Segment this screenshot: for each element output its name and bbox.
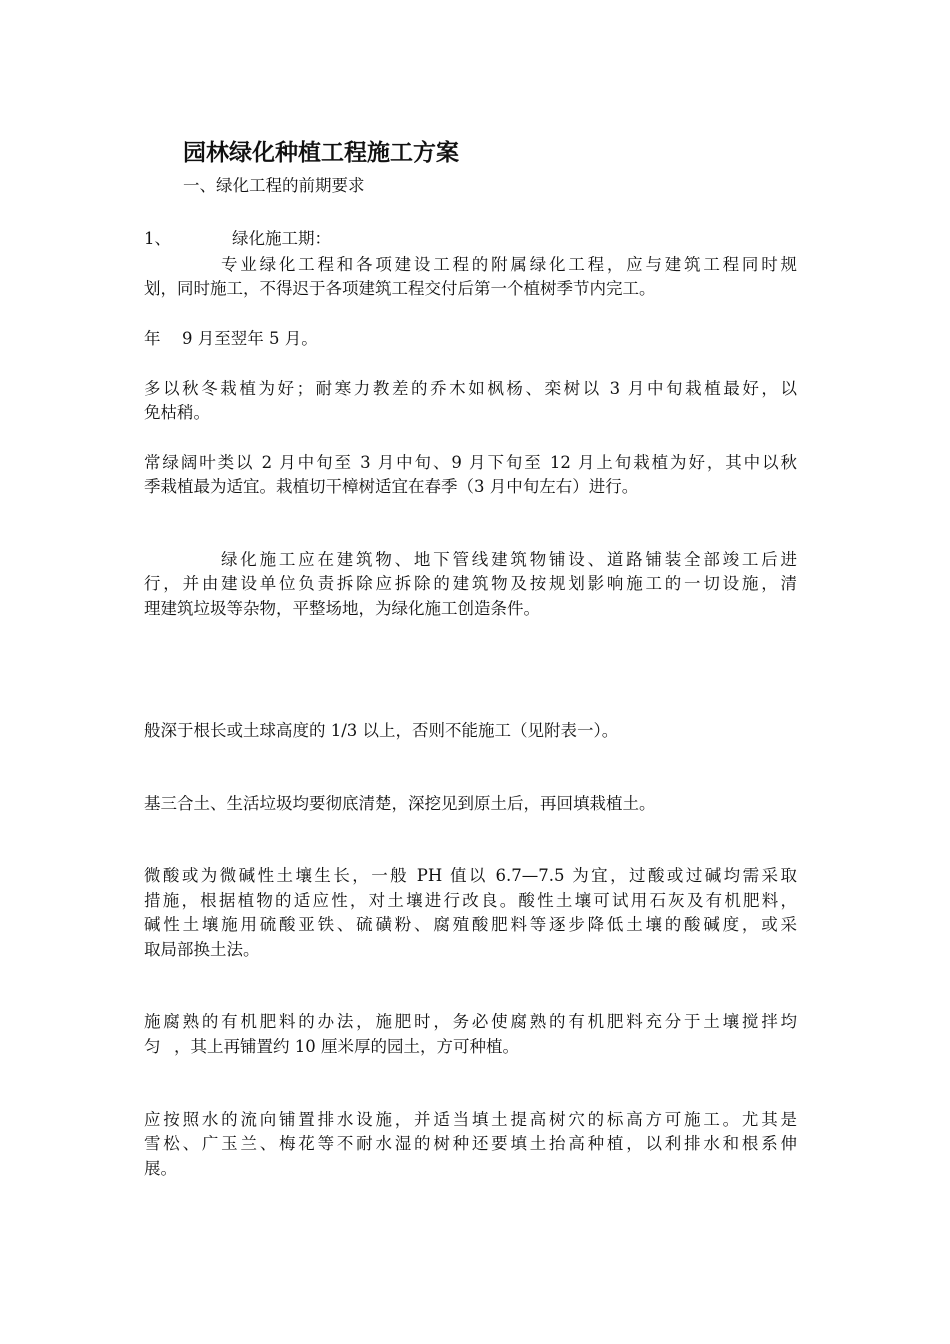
paragraph-line: 专业绿化工程和各项建设工程的附属绿化工程，应与建筑工程同时规: [221, 255, 797, 274]
paragraph-line: 划，同时施工，不得迟于各项建筑工程交付后第一个植树季节内完工。: [144, 279, 656, 298]
list-text: 基三合土、生活垃圾均要彻底清楚，深挖见到原土后，再回填栽植土。: [144, 794, 656, 813]
list-text: 9 月至翌年 5 月。: [182, 329, 318, 348]
page-title: 园林绿化种植工程施工方案: [183, 140, 459, 166]
list-item-4-line3: [144, 1035, 804, 1059]
list-text-head: 年: [144, 329, 161, 348]
list-text: 展。: [144, 1159, 177, 1178]
list-text: 施腐熟的有机肥料的办法，施肥时，务必使腐熟的有机肥料充分于土壤搅拌均: [144, 1012, 797, 1031]
list-text: 雪松、广玉兰、梅花等不耐水湿的树种还要填土抬高种植，以利排水和根系伸: [144, 1134, 797, 1153]
list-item-a-line2: [144, 327, 804, 351]
list-text-head: 匀: [144, 1037, 161, 1056]
item-marker: 1、: [144, 229, 171, 248]
list-text: 多以秋冬栽植为好；耐寒力教差的乔木如枫杨、栾树以 3 月中旬栽植最好，以: [144, 379, 797, 398]
list-text: 取局部换土法。: [144, 940, 260, 959]
list-text: 般深于根长或土球高度的 1/3 以上，否则不能施工（见附表一）。: [144, 721, 619, 740]
section-heading: 一、绿化工程的前期要求: [183, 176, 365, 195]
list-text: 免枯稍。: [144, 403, 210, 422]
list-text: 碱性土壤施用硫酸亚铁、硫磺粉、腐殖酸肥料等逐步降低土壤的酸碱度，或采: [144, 915, 797, 934]
list-text: 微酸或为微碱性土壤生长，一般 PH 值以 6.7—7.5 为宜，过酸或过碱均需采取: [144, 866, 797, 885]
paragraph-line: 理建筑垃圾等杂物，平整场地，为绿化施工创造条件。: [144, 599, 540, 618]
paragraph-line: 行，并由建设单位负责拆除应拆除的建筑物及按规划影响施工的一切设施，清: [144, 574, 797, 593]
list-text: 措施，根据植物的适应性，对土壤进行改良。酸性土壤可试用石灰及有机肥料，: [144, 891, 797, 910]
item-1-heading: [144, 227, 804, 251]
list-text: 常绿阔叶类以 2 月中旬至 3 月中旬、9 月下旬至 12 月上旬栽植为好，其中以秋: [144, 453, 797, 472]
paragraph-line: 绿化施工应在建筑物、地下管线建筑物铺设、道路铺装全部竣工后进: [221, 550, 797, 569]
item-title: 绿化施工期：: [232, 229, 331, 248]
list-text: 应按照水的流向铺置排水设施，并适当填土提高树穴的标高方可施工。尤其是: [144, 1110, 797, 1129]
list-text: 季栽植最为适宜。栽植切干樟树适宜在春季（3 月中旬左右）进行。: [144, 477, 639, 496]
list-text: ，其上再铺置约 10 厘米厚的园土，方可种植。: [174, 1037, 519, 1056]
